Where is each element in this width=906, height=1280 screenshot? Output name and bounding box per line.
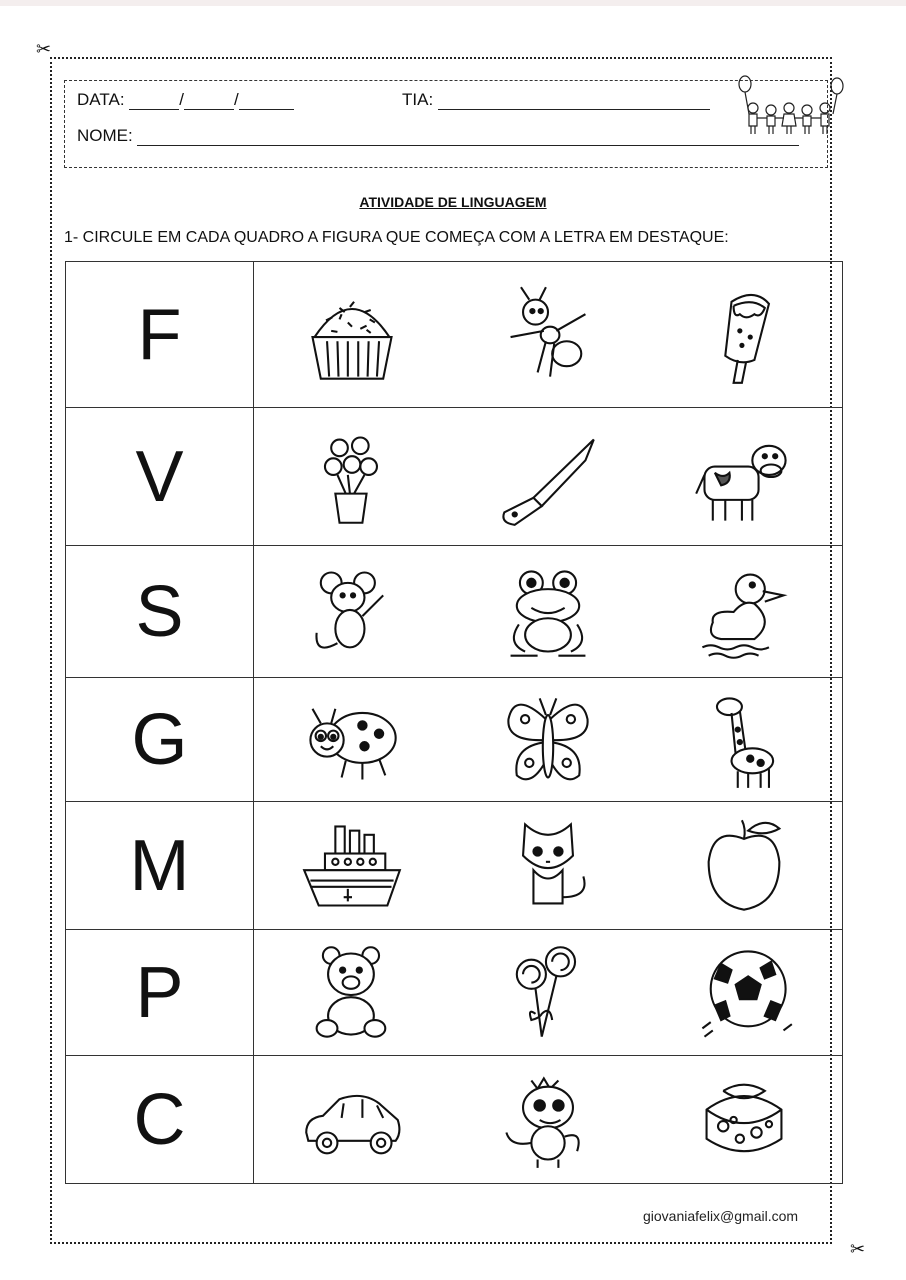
instruction-text: 1- CIRCULE EM CADA QUADRO A FIGURA QUE COMEÇA COM A LETRA EM DESTAQUE: bbox=[64, 229, 729, 246]
pictures-cell bbox=[254, 802, 843, 930]
teacher-line bbox=[402, 90, 710, 110]
letter-cell: F bbox=[66, 262, 254, 408]
name-line bbox=[77, 126, 799, 146]
letter-cell: V bbox=[66, 408, 254, 546]
letter-cell: S bbox=[66, 546, 254, 678]
author-email: giovaniafelix@gmail.com bbox=[643, 1208, 799, 1224]
soccer-ball-icon[interactable] bbox=[684, 938, 804, 1048]
name-label: NOME: bbox=[77, 126, 133, 145]
name-field[interactable] bbox=[137, 129, 799, 146]
duck-icon[interactable] bbox=[684, 557, 804, 667]
page-title: ATIVIDADE DE LINGUAGEM bbox=[359, 194, 547, 210]
table-row bbox=[66, 1056, 843, 1184]
scissors-icon-top: ✂ bbox=[36, 39, 52, 59]
children-balloons-icon bbox=[733, 74, 845, 138]
pictures-cell bbox=[254, 678, 843, 802]
table-row bbox=[66, 678, 843, 802]
scissors-icon-bottom: ✂ bbox=[850, 1239, 866, 1259]
pictures-cell bbox=[254, 546, 843, 678]
popsicle-icon[interactable] bbox=[684, 280, 804, 390]
ladybug-icon[interactable] bbox=[292, 685, 412, 795]
dragon-icon[interactable] bbox=[488, 1065, 608, 1175]
pictures-cell bbox=[254, 408, 843, 546]
teddy-bear-icon[interactable] bbox=[292, 938, 412, 1048]
teacher-label: TIA: bbox=[402, 90, 434, 109]
letter-cell: G bbox=[66, 678, 254, 802]
date-separator: / bbox=[234, 90, 239, 109]
table-row bbox=[66, 802, 843, 930]
top-band bbox=[0, 0, 906, 6]
apple-icon[interactable] bbox=[684, 811, 804, 921]
ship-icon[interactable] bbox=[292, 811, 412, 921]
activity-grid bbox=[65, 261, 843, 1184]
pictures-cell bbox=[254, 1056, 843, 1184]
brigadeiro-icon[interactable] bbox=[292, 280, 412, 390]
butterfly-icon[interactable] bbox=[488, 685, 608, 795]
letter-cell: M bbox=[66, 802, 254, 930]
date-year-field[interactable] bbox=[239, 93, 294, 110]
teacher-field[interactable] bbox=[438, 93, 710, 110]
date-month-field[interactable] bbox=[184, 93, 234, 110]
pictures-cell bbox=[254, 262, 843, 408]
ant-icon[interactable] bbox=[488, 280, 608, 390]
frog-icon[interactable] bbox=[488, 557, 608, 667]
giraffe-icon[interactable] bbox=[684, 685, 804, 795]
lollipop-icon[interactable] bbox=[488, 938, 608, 1048]
fox-icon[interactable] bbox=[488, 811, 608, 921]
table-row bbox=[66, 408, 843, 546]
table-row bbox=[66, 546, 843, 678]
car-icon[interactable] bbox=[292, 1065, 412, 1175]
cheese-icon[interactable] bbox=[684, 1065, 804, 1175]
letter-cell: P bbox=[66, 930, 254, 1056]
date-line bbox=[77, 90, 294, 110]
table-row bbox=[66, 262, 843, 408]
date-day-field[interactable] bbox=[129, 93, 179, 110]
mouse-icon[interactable] bbox=[292, 557, 412, 667]
cow-icon[interactable] bbox=[684, 422, 804, 532]
date-separator: / bbox=[179, 90, 185, 109]
flower-pot-icon[interactable] bbox=[292, 422, 412, 532]
letter-cell: C bbox=[66, 1056, 254, 1184]
pictures-cell bbox=[254, 930, 843, 1056]
date-label: DATA: bbox=[77, 90, 125, 109]
table-row bbox=[66, 930, 843, 1056]
knife-icon[interactable] bbox=[488, 422, 608, 532]
